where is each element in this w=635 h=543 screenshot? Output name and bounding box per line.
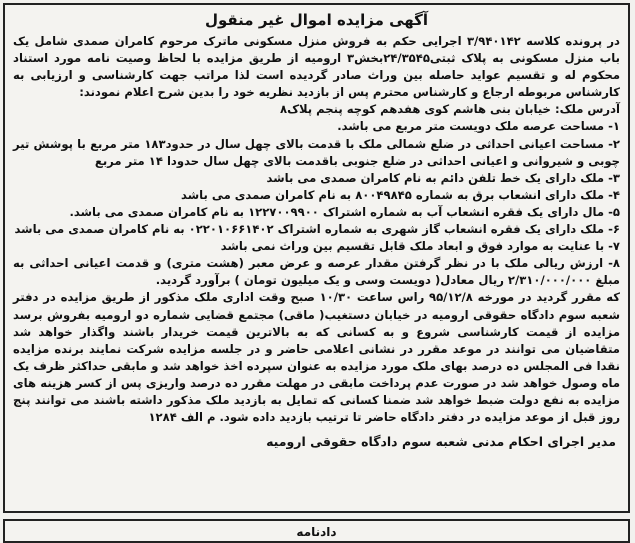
notice-box [3, 3, 630, 513]
next-notice-title: دادنامه [296, 525, 337, 539]
list-item: ۲- مساحت اعیانی احداثی در ضلع شمالی ملک با قدمت بالای چهل سال در حدود۱۸۳ متر مربع با پوشش تیر چوبی و شیروانی و اعیانی احداثی در ضلع جنوبی باقدمت بالای چهل سال حدودا ۱۴ متر مربع [13, 136, 620, 168]
list-item: ۱- مساحت عرصه ملک دویست متر مربع می باشد. [337, 119, 620, 134]
notice-title: آگهی مزایده اموال غیر منقول [204, 11, 429, 29]
list-item: ۵- مال دارای یک فقره انشعاب آب به شماره اشتراک ۱۲۲۷۰۰۹۹۰۰ به نام کامران صمدی می باشد. [69, 204, 620, 219]
notice-content [13, 9, 620, 505]
notice-intro: در پرونده کلاسه ۳/۹۴۰۱۴۲ اجرایی حکم به فروش منزل مسکونی ماترک مرحوم کامران صمدی شامل یک باب منزل مسکونی به پلاک ثبتی۲۴/۳۵۴۵بخش۳ ارومیه از طریق مزایده با لحاظ وصیت نامه مورد استناد محکوم له و تقسیم عواید حاصله بین وراث صادر گردیده است لذا مراتب جهت کارشناسی و ارزیابی به کارشناس مربوطه ارجاع و کارشناس محترم پس از بازدید نظریه خود را بدین شرح اعلام نمودند: [13, 34, 620, 100]
property-address: آدرس ملک: خیابان بنی هاشم کوی هفدهم کوچه پنجم پلاک۸ [280, 102, 620, 117]
list-item: ۷- با عنایت به موارد فوق و ابعاد ملک قابل تقسیم بین وراث نمی باشد [220, 239, 620, 254]
notice-closing: که مقرر گردید در مورخه ۹۵/۱۲/۸ راس ساعت ۱۰/۳۰ صبح وقت اداری ملک مذکور از طریق مزایده در دفتر شعبه سوم دادگاه حقوقی ارومیه در خیابان دستغیب( ماقی) مجتمع قضایی شماره دو ارومیه بفروش برسد مزایده از قیمت کارشناسی شروع و به کسانی که به بالاترین قیمت خریدار باشند واگذار خواهد شد متقاضیان می توانند در موعد مقرر در نشانی اعلامی حاضر و در جلسه مزایده شرکت نمایند برنده مزایده نقدا فی المجلس ده درصد بهای ملک مورد مزایده به عنوان سپرده اخذ خواهد شد و مابقی حداکثر ظرف یک ماه وصول خواهد شد در صورت عدم پرداخت مابقی در مهلت مقرر ده درصد واریزی پس از کسر هزینه های مزایده به نفع دولت ضبط خواهد شد ضمنا کسانی که تمایل به بازدید ملک مذکور داشته باشند می توانند پنج روز قبل از موعد مزایده در دفتر دادگاه حاضر تا ترتیب بازدید داده شود. م الف ۱۲۸۴ [13, 290, 620, 425]
list-item: ۴- ملک دارای انشعاب برق به شماره ۸۰۰۴۹۸۴۵ به نام کامران صمدی می باشد [181, 187, 620, 202]
list-item: ۸- ارزش ریالی ملک با در نظر گرفتن مقدار عرصه و عرض معبر (هشت متری) و قدمت اعیانی احداثی به مبلغ ۲/۳۱۰/۰۰۰/۰۰۰ ریال معادل( دویست وسی و یک میلیون تومان ) برآورد گردید. [13, 256, 620, 288]
next-notice-box [3, 519, 630, 543]
list-item: ۳- ملک دارای یک خط تلفن دائم به نام کامران صمدی می باشد [266, 170, 620, 185]
notice-signature: مدیر اجرای احکام مدنی شعبه سوم دادگاه حقوقی ارومیه [266, 434, 616, 450]
list-item: ۶- ملک دارای یک فقره انشعاب گاز شهری به شماره اشتراک ۰۲۲۰۱۰۶۶۱۴۰۲ به نام کامران صمدی می باشد [14, 222, 620, 237]
